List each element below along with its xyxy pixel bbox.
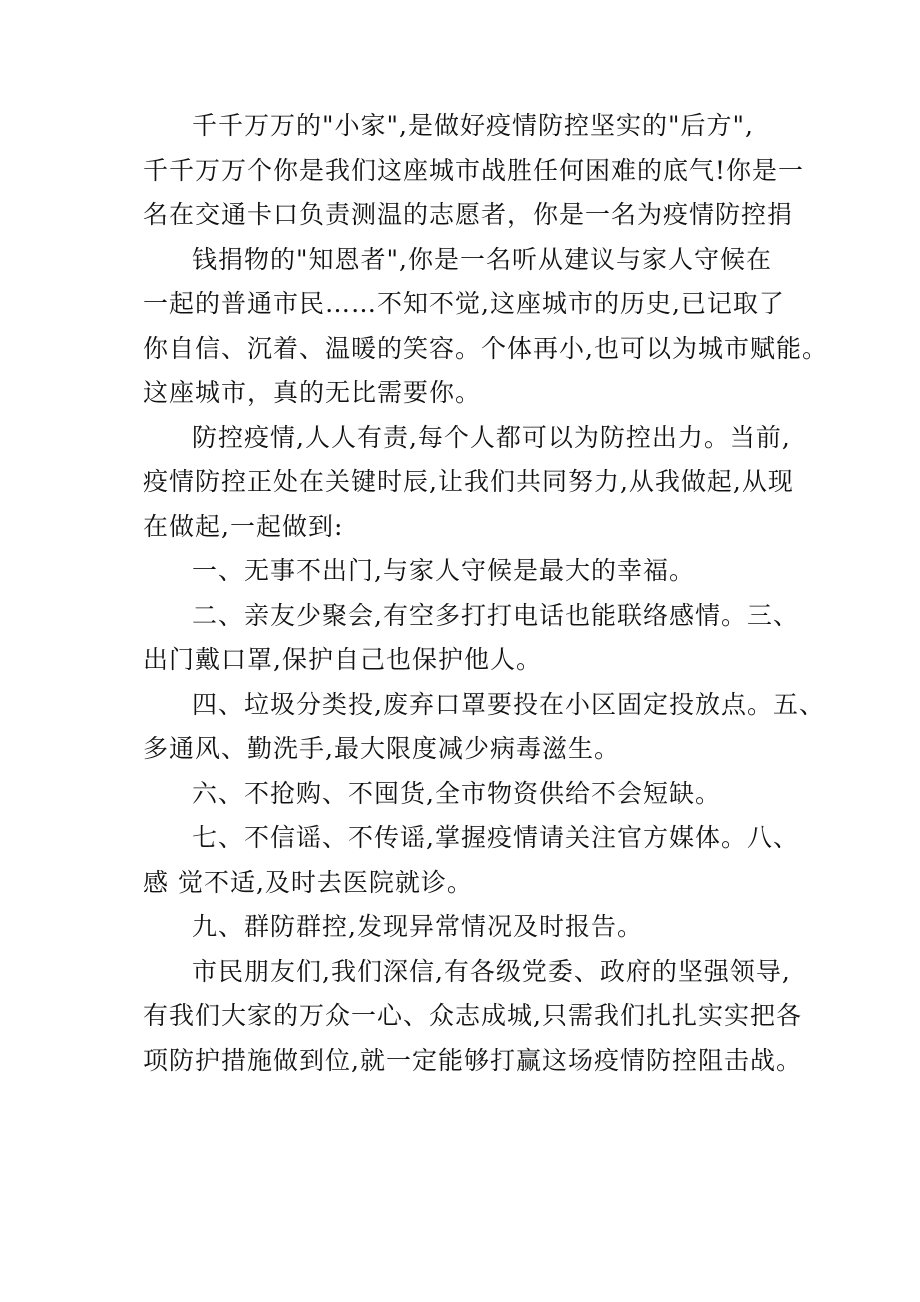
paragraph-line: 千千万万个你是我们这座城市战胜任何困难的底气!你是一 [143,155,805,185]
paragraph-line: 疫情防控正处在关键时辰,让我们共同努力,从我做起,从现 [143,467,794,496]
list-item-line: 四、垃圾分类投,废弃口罩要投在小区固定投放点。五、 [192,689,825,719]
paragraph-line: 项防护措施做到位,就一定能够打赢这场疫情防控阻击战。 [143,1045,802,1075]
list-item-line: 七、不信谣、不传谣,掌握疫情请关注官方媒体。八、 [192,823,799,852]
list-item-line: 九、群防群控,发现异常情况及时报告。 [192,912,643,941]
paragraph-line: 一起的普通市民……不知不觉,这座城市的历史,已记取了 [143,289,785,318]
paragraph-line: 钱捐物的"知恩者",你是一名听从建议与家人守候在 [192,244,772,274]
paragraph-line: 你自信、沉着、温暖的笑容。个体再小,也可以为城市赋能。 [143,333,828,363]
list-item-line: 多通风、勤洗手,最大限度减少病毒滋生。 [143,734,620,763]
paragraph-line: 这座城市，真的无比需要你。 [143,378,482,407]
list-item-line: 六、不抢购、不囤货,全市物资供给不会短缺。 [192,778,721,808]
paragraph-line: 名在交通卡口负责测温的志愿者，你是一名为疫情防控捐 [143,200,794,229]
list-item-line: 出门戴口罩,保护自己也保护他人。 [143,645,542,674]
document-body [143,104,828,1083]
paragraph-line: 有我们大家的万众一心、众志成城,只需我们扎扎实实把各 [143,1001,802,1030]
paragraph-line: 市民朋友们,我们深信,有各级党委、政府的坚强领导, [192,956,791,986]
list-item-line: 感 觉不适,及时去医院就诊。 [143,867,473,897]
paragraph-line: 防控疫情,人人有责,每个人都可以为防控出力。当前, [192,422,791,452]
paragraph-line: 千千万万的"小家",是做好疫情防控坚实的"后方", [192,111,754,140]
list-item-line: 一、无事不出门,与家人守候是最大的幸福。 [192,556,695,585]
list-item-line: 二、亲友少聚会,有空多打打电话也能联络感情。三、 [192,600,799,630]
paragraph-line: 在做起,一起做到: [143,511,344,541]
